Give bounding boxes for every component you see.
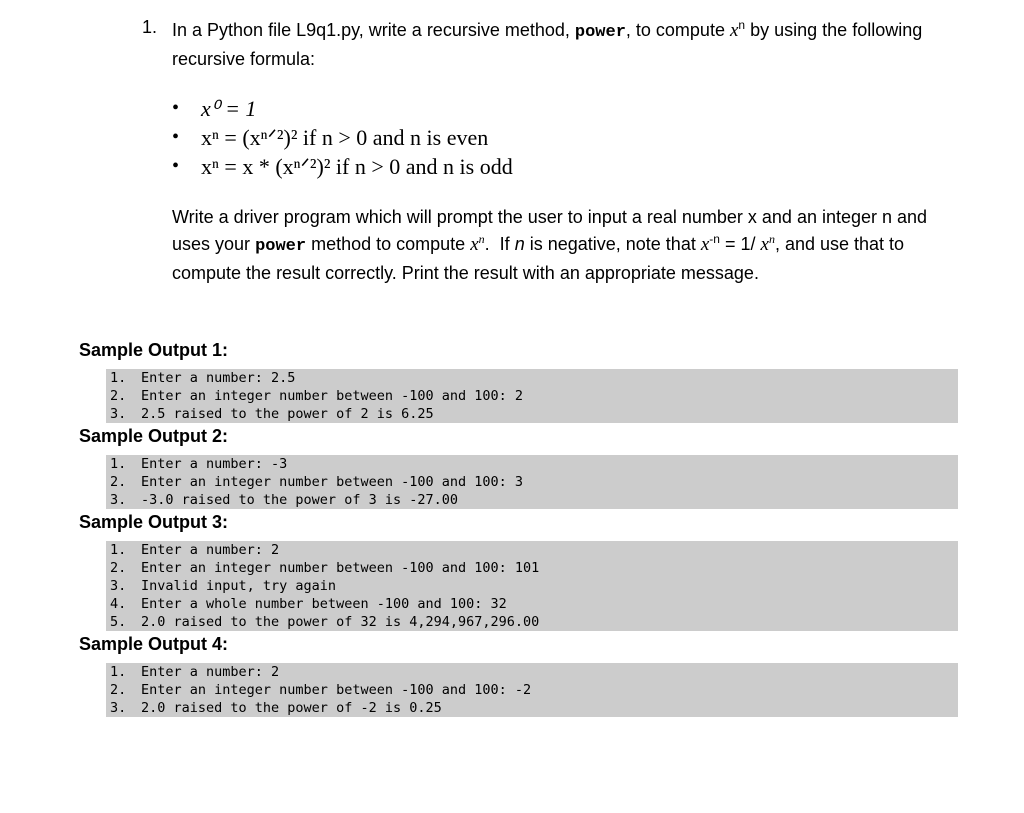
- formula-text: xⁿ = x * (xⁿᐟ²)² if n > 0 and n is odd: [201, 154, 513, 179]
- line-text: Enter an integer number between -100 and 100: 3: [141, 474, 524, 490]
- question-intro: [172, 17, 932, 72]
- code-line: [106, 369, 958, 387]
- sample-title: Sample Output 2:: [79, 426, 229, 446]
- code-line: [106, 613, 958, 631]
- bullet-icon: •: [172, 155, 180, 177]
- line-text: Enter an integer number between -100 and 100: -2: [141, 682, 532, 698]
- line-text: Enter an integer number between -100 and 100: 101: [141, 560, 540, 576]
- line-number: 1.: [110, 664, 127, 680]
- line-number: 1.: [110, 456, 127, 472]
- line-text: Enter a number: -3: [141, 456, 288, 472]
- driver-text-5: = 1/: [724, 234, 756, 254]
- line-number: 3.: [110, 700, 127, 716]
- code-line: [106, 387, 958, 405]
- x-variable: x: [470, 234, 479, 255]
- x-variable: x: [760, 234, 769, 255]
- code-line: [106, 595, 958, 613]
- code-line: [106, 405, 958, 423]
- code-line: [106, 473, 958, 491]
- line-text: Enter an integer number between -100 and 100: 2: [141, 388, 524, 404]
- code-line: [106, 681, 958, 699]
- formula-list: [172, 94, 513, 181]
- formula-text: x⁰ = 1: [201, 96, 257, 121]
- line-text: Enter a number: 2.5: [141, 370, 296, 386]
- line-number: 2.: [110, 388, 127, 404]
- driver-instructions: Write a driver program which will prompt the user to input a real number x and an integer n and uses your power method to compute $x^n$. If n is negative, note that $x^{-n} = 1/$ $x^n$, and use that to compute the result correctly. Print the result with an appropriate message.: [172, 207, 928, 283]
- line-text: Invalid input, try again: [141, 578, 337, 594]
- driver-text-1: Write a driver program which will prompt the user to input a real number x and an integer n and uses your: [172, 207, 928, 254]
- line-text: 2.0 raised to the power of -2 is 0.25: [141, 700, 442, 716]
- method-name: power: [255, 237, 307, 256]
- line-number: 3.: [110, 492, 127, 508]
- line-text: Enter a number: 2: [141, 664, 280, 680]
- driver-text-2: method to compute: [311, 234, 466, 254]
- code-line: [106, 699, 958, 717]
- sample-title: Sample Output 4:: [79, 634, 229, 654]
- code-block: [106, 541, 958, 631]
- sample-title: Sample Output 3:: [79, 512, 229, 532]
- driver-text-4: is negative, note that: [529, 234, 696, 254]
- intro-text-3: by using the following recursive formula:: [172, 20, 923, 69]
- intro-text-2: , to compute: [625, 20, 725, 40]
- formula-item: [172, 123, 513, 152]
- line-text: Enter a number: 2: [141, 542, 280, 558]
- code-line: [106, 663, 958, 681]
- bullet-icon: •: [172, 126, 180, 148]
- line-text: 2.0 raised to the power of 32 is 4,294,967,296.00: [141, 614, 540, 630]
- sample-title: Sample Output 1:: [79, 340, 229, 360]
- n-exponent: n: [738, 18, 746, 32]
- line-number: 3.: [110, 406, 127, 422]
- line-number: 2.: [110, 682, 127, 698]
- code-line: [106, 559, 958, 577]
- n-exponent: n: [768, 232, 775, 246]
- code-line: [106, 577, 958, 595]
- line-text: Enter a whole number between -100 and 100: 32: [141, 596, 507, 612]
- bullet-icon: •: [172, 97, 180, 119]
- x-variable: x: [729, 20, 739, 41]
- line-number: 5.: [110, 614, 127, 630]
- line-number: 1.: [110, 370, 127, 386]
- x-variable: x: [700, 234, 710, 255]
- formula-item: [172, 94, 513, 123]
- driver-text-6: , and use that to compute the result correctly. Print the result with an appropriate message.: [172, 234, 905, 283]
- line-number: 2.: [110, 560, 127, 576]
- line-number: 4.: [110, 596, 127, 612]
- formula-text: xⁿ = (xⁿᐟ²)² if n > 0 and n is even: [201, 125, 489, 150]
- method-name: power: [574, 23, 626, 42]
- neg-exponent: -n: [709, 232, 720, 246]
- line-text: -3.0 raised to the power of 3 is -27.00: [141, 492, 458, 508]
- code-line: [106, 455, 958, 473]
- line-number: 2.: [110, 474, 127, 490]
- intro-text-1: In a Python file L9q1.py, write a recursive method,: [172, 20, 570, 40]
- code-block: [106, 455, 958, 509]
- code-block: [106, 663, 958, 717]
- n-variable: n: [514, 234, 525, 254]
- line-text: 2.5 raised to the power of 2 is 6.25: [141, 406, 434, 422]
- code-line: [106, 541, 958, 559]
- code-line: [106, 491, 958, 509]
- question-number: 1.: [142, 17, 158, 37]
- line-number: 3.: [110, 578, 127, 594]
- driver-text-3: If: [499, 234, 510, 254]
- code-block: [106, 369, 958, 423]
- line-number: 1.: [110, 542, 127, 558]
- formula-item: [172, 152, 513, 181]
- n-exponent: n: [478, 232, 485, 246]
